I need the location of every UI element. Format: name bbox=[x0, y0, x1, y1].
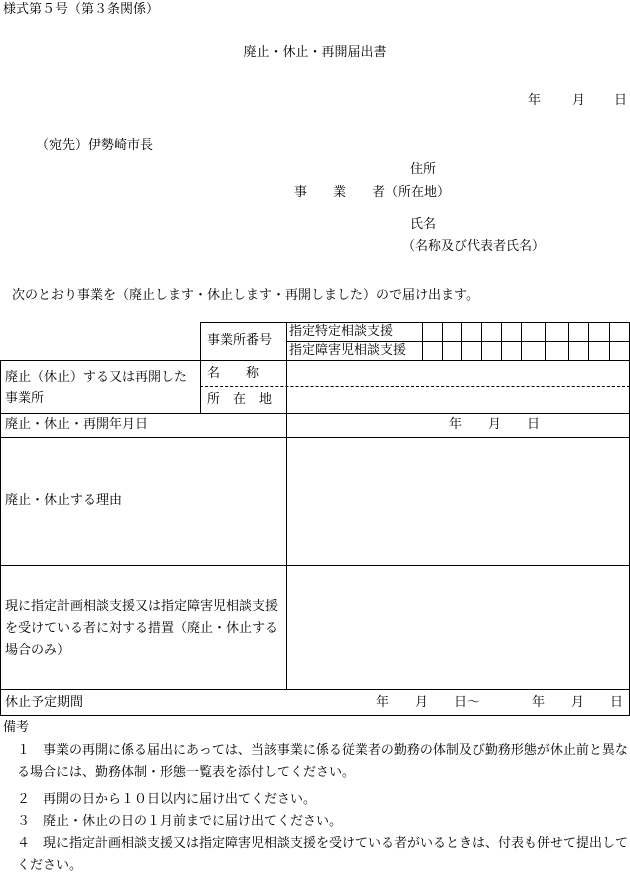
name-sub-label: （名称及び代表者氏名） bbox=[402, 239, 546, 254]
measures-label: 現に指定計画相談支援又は指定障害児相談支援を受けている者に対する措置（廃止・休止する場合のみ） bbox=[5, 599, 279, 658]
note-item: ２ 再開の日から１０日以内に届け出てください。 bbox=[17, 792, 317, 807]
period-value: 年 月 日～ 年 月 日 bbox=[376, 695, 624, 710]
office-label: 廃止（休止）する又は再開した事業所 bbox=[5, 370, 188, 406]
date-month: 月 bbox=[572, 93, 586, 108]
name-label: 氏名 bbox=[410, 217, 437, 232]
office-location-label: 所 在 地 bbox=[207, 392, 273, 407]
date-row-label: 廃止・休止・再開年月日 bbox=[5, 417, 149, 432]
service-specified-consultation: 指定特定相談支援 bbox=[289, 324, 394, 339]
note-item: ３ 廃止・休止の日の１月前までに届け出てください。 bbox=[17, 814, 343, 829]
notes-heading: 備考 bbox=[3, 720, 30, 735]
service-child-consultation: 指定障害児相談支援 bbox=[289, 343, 407, 358]
date-year: 年 bbox=[528, 93, 542, 108]
office-name-label: 名 称 bbox=[207, 366, 260, 381]
intro-text: 次のとおり事業を（廃止します・休止します・再開しました）ので届け出ます。 bbox=[12, 288, 479, 303]
form-title: 廃止・休止・再開届出書 bbox=[243, 45, 387, 60]
period-label: 休止予定期間 bbox=[5, 695, 84, 710]
reason-label: 廃止・休止する理由 bbox=[5, 493, 123, 508]
note-item: ４ 現に指定計画相談支援又は指定障害児相談支援を受けている者がいるときは、付表も併せて提出してください。 bbox=[17, 836, 629, 873]
form-number: 様式第５号（第３条関係） bbox=[3, 2, 160, 17]
address-label: 住所 bbox=[410, 162, 437, 177]
office-number-label: 事業所番号 bbox=[207, 333, 273, 348]
addressee: （宛先）伊勢崎市長 bbox=[36, 138, 154, 153]
date-day: 日 bbox=[614, 93, 628, 108]
business-label: 事 業 者（所在地） bbox=[294, 185, 451, 200]
date-row-value: 年 月 日 bbox=[449, 417, 541, 432]
note-item: １ 事業の再開に係る届出にあっては、当該事業に係る従業者の勤務の体制及び勤務形態が休止前と異なる場合には、勤務体制・形態一覧表を添付してください。 bbox=[17, 743, 628, 780]
